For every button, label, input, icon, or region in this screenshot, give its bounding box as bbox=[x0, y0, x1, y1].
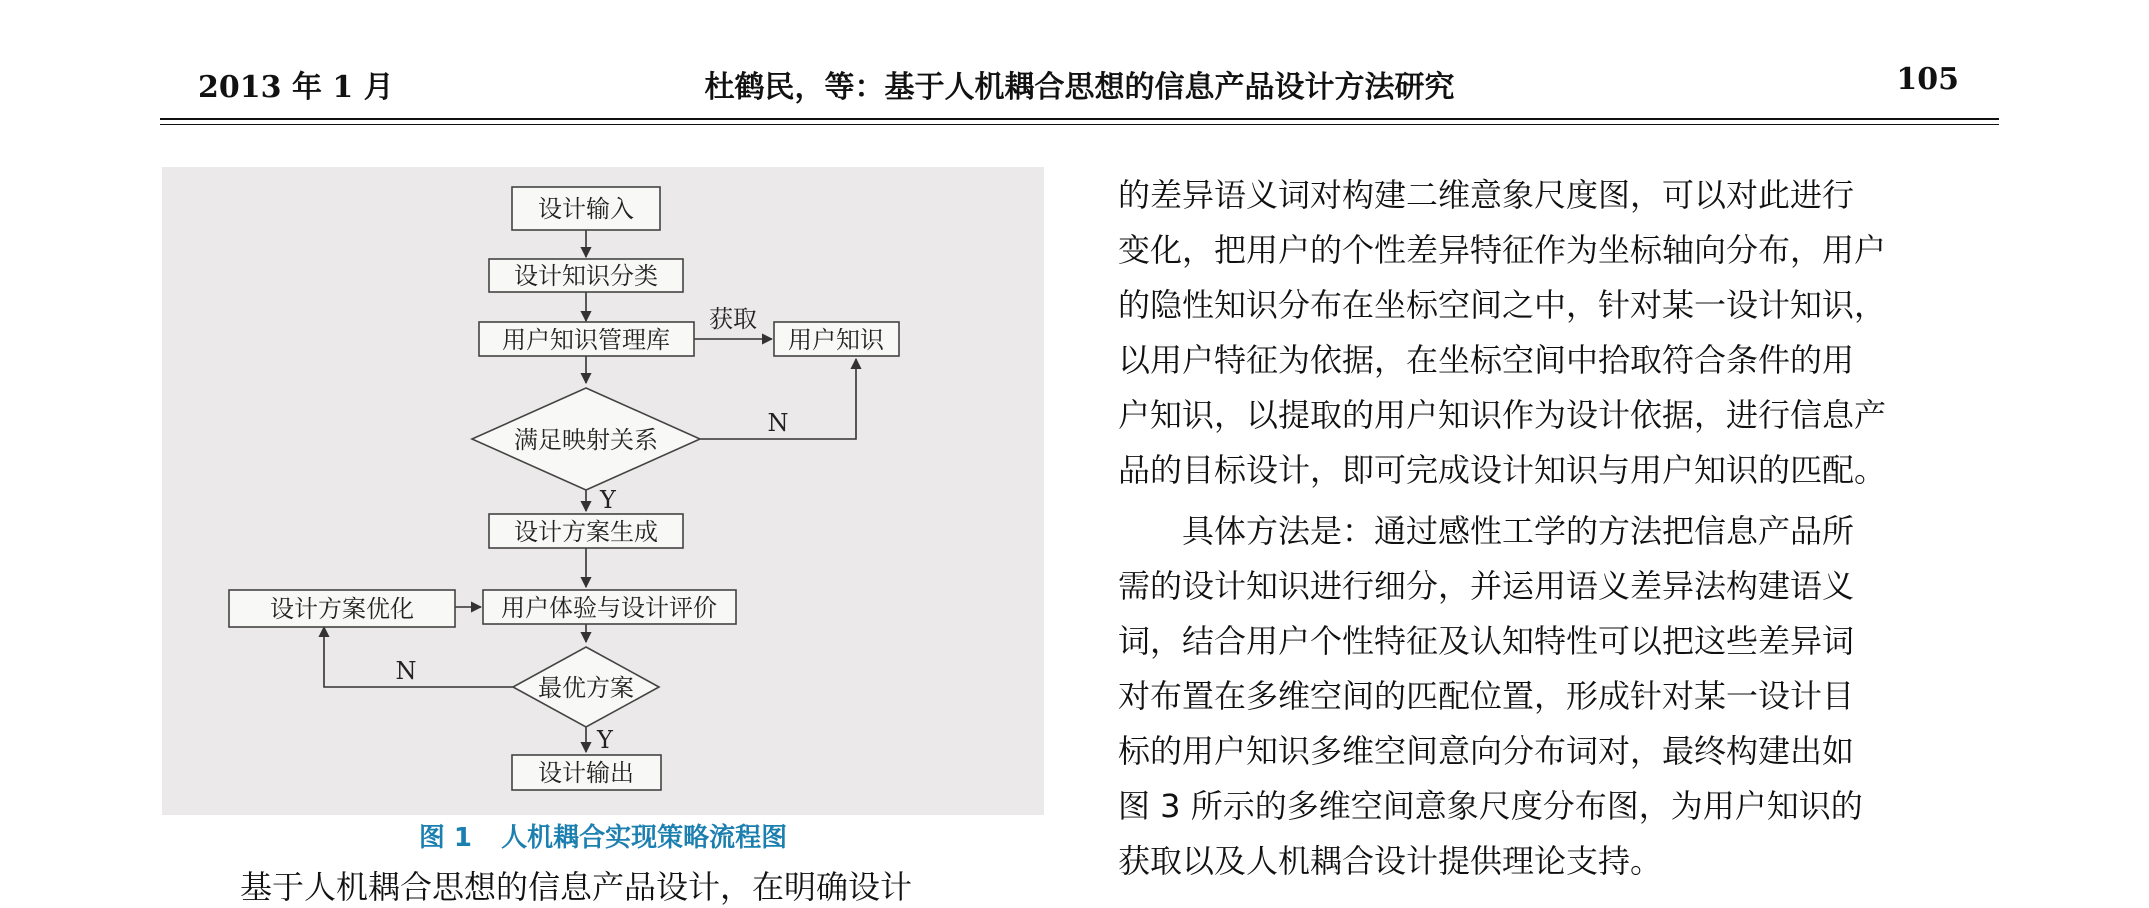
edge-label-best-yes: Y bbox=[597, 726, 613, 754]
node-experience-evaluation-label: 用户体验与设计评价 bbox=[501, 594, 717, 622]
edge-label-mapping-no: N bbox=[767, 409, 789, 437]
para2-line: 对布置在多维空间的匹配位置，形成针对某一设计目 bbox=[1118, 677, 1855, 715]
node-knowledge-library-label: 用户知识管理库 bbox=[502, 326, 670, 354]
decision-best-plan-label: 最优方案 bbox=[538, 674, 634, 702]
para2-line: 获取以及人机耦合设计提供理论支持。 bbox=[1118, 842, 1663, 880]
edge-label-mapping-yes: Y bbox=[600, 486, 616, 514]
node-design-input-label: 设计输入 bbox=[538, 195, 634, 223]
node-plan-generate-label: 设计方案生成 bbox=[514, 518, 658, 546]
header-rule-thin bbox=[160, 124, 1999, 125]
para2-line: 具体方法是：通过感性工学的方法把信息产品所 bbox=[1182, 512, 1855, 550]
para2-line: 需的设计知识进行细分，并运用语义差异法构建语义 bbox=[1118, 567, 1855, 605]
para1-line: 变化，把用户的个性差异特征作为坐标轴向分布，用户 bbox=[1118, 231, 1887, 269]
left-column-text: 基于人机耦合思想的信息产品设计，在明确设计 bbox=[240, 868, 913, 906]
page-number: 105 bbox=[1896, 62, 1959, 97]
para1-line: 的差异语义词对构建二维意象尺度图，可以对此进行 bbox=[1118, 176, 1855, 214]
para1-line: 品的目标设计，即可完成设计知识与用户知识的匹配。 bbox=[1118, 451, 1887, 489]
header-rule-thick bbox=[160, 118, 1999, 120]
header-date: 2013 年 1 月 bbox=[198, 70, 394, 105]
figure-caption-text: 人机耦合实现策略流程图 bbox=[501, 823, 788, 853]
para1-line: 的隐性知识分布在坐标空间之中，针对某一设计知识， bbox=[1118, 286, 1887, 324]
node-plan-optimize-label: 设计方案优化 bbox=[270, 595, 414, 623]
header-title: 杜鹤民，等：基于人机耦合思想的信息产品设计方法研究 bbox=[704, 70, 1455, 105]
figure-caption bbox=[162, 817, 1044, 854]
right-column bbox=[1118, 168, 1998, 889]
edge-label-best-no: N bbox=[395, 657, 417, 685]
para1-line: 户知识，以提取的用户知识作为设计依据，进行信息产 bbox=[1118, 396, 1887, 434]
para2-line: 词，结合用户个性特征及认知特性可以把这些差异词 bbox=[1118, 622, 1855, 660]
node-design-output-label: 设计输出 bbox=[538, 759, 634, 787]
para2-line: 图 3 所示的多维空间意象尺度分布图，为用户知识的 bbox=[1118, 787, 1863, 825]
flowchart-svg bbox=[162, 167, 1044, 815]
para2-line: 标的用户知识多维空间意向分布词对，最终构建出如 bbox=[1118, 732, 1855, 770]
decision-mapping-label: 满足映射关系 bbox=[514, 426, 658, 454]
flowchart-figure bbox=[162, 167, 1044, 815]
figure-caption-number: 图 1 bbox=[418, 823, 473, 853]
node-knowledge-classify-label: 设计知识分类 bbox=[514, 262, 658, 290]
node-user-knowledge-label: 用户知识 bbox=[788, 326, 884, 354]
para1-line: 以用户特征为依据，在坐标空间中拾取符合条件的用 bbox=[1118, 341, 1855, 379]
running-header bbox=[160, 62, 1999, 112]
edge-label-acquire: 获取 bbox=[709, 305, 757, 333]
